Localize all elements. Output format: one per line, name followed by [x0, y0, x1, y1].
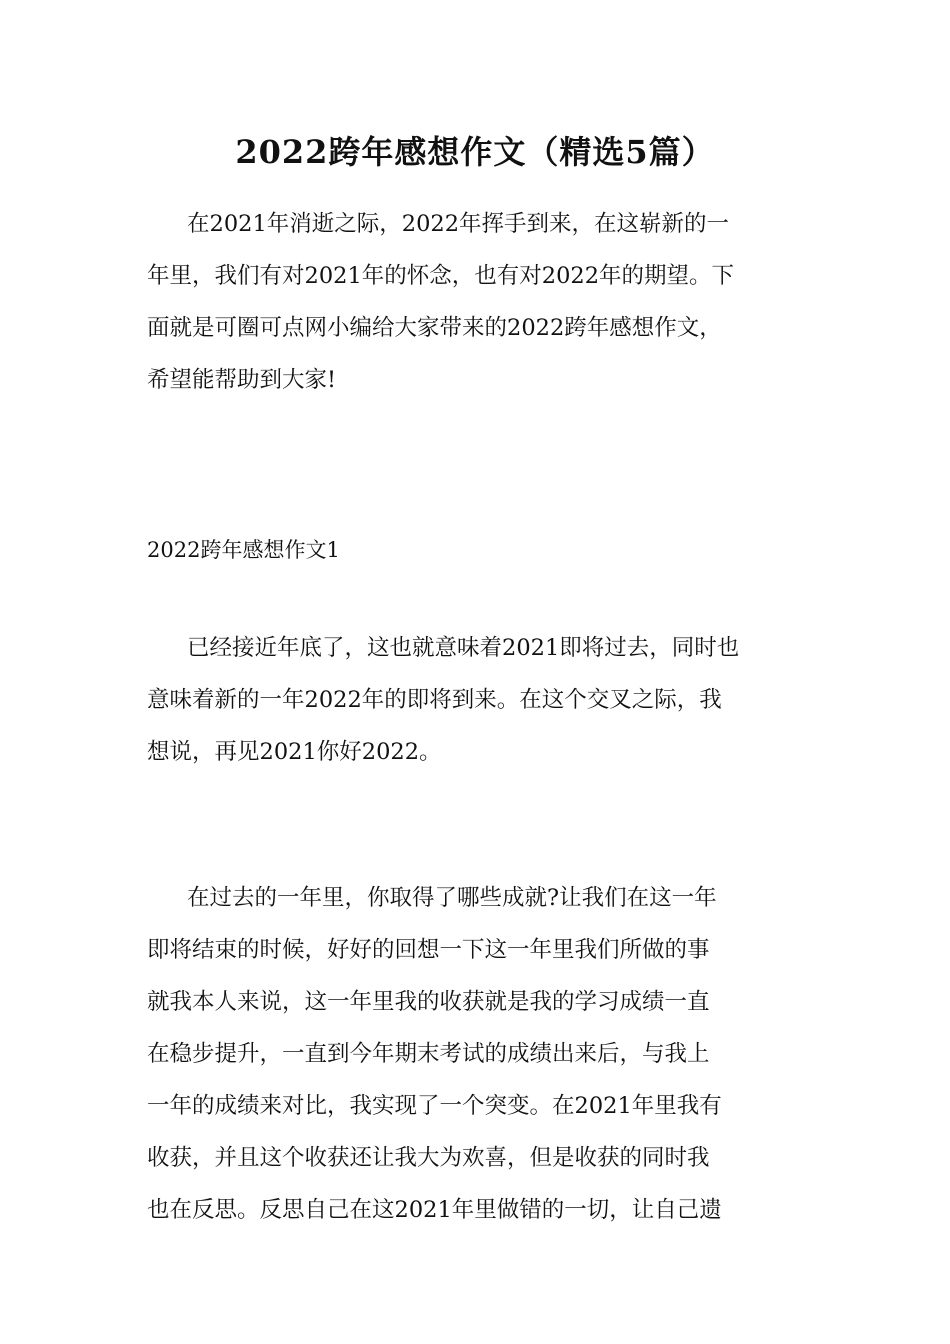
section-heading: 2022跨年感想作文1: [147, 538, 340, 562]
paragraph-line: 意味着新的一年2022年的即将到来。在这个交叉之际，我: [147, 687, 722, 713]
paragraph-line: 也在反思。反思自己在这2021年里做错的一切，让自己遗: [147, 1197, 722, 1223]
paragraph-line: 就我本人来说，这一年里我的收获就是我的学习成绩一直: [147, 989, 710, 1015]
intro-line: 面就是可圈可点网小编给大家带来的2022跨年感想作文，: [147, 315, 722, 341]
intro-paragraph: [147, 198, 807, 406]
paragraph-line: 想说，再见2021你好2022。: [147, 739, 442, 765]
intro-line: 在2021年消逝之际，2022年挥手到来，在这崭新的一: [187, 211, 730, 237]
paragraph-line: 在稳步提升，一直到今年期末考试的成绩出来后，与我上: [147, 1041, 710, 1067]
paragraph-line: 收获，并且这个收获还让我大为欢喜，但是收获的同时我: [147, 1145, 710, 1171]
paragraph-line: 已经接近年底了，这也就意味着2021即将过去，同时也: [187, 635, 740, 661]
paragraph-line: 在过去的一年里，你取得了哪些成就?让我们在这一年: [187, 885, 717, 911]
intro-line: 年里，我们有对2021年的怀念，也有对2022年的期望。下: [147, 263, 735, 289]
body-paragraph-1: [147, 622, 807, 778]
paragraph-line: 一年的成绩来对比，我实现了一个突变。在2021年里我有: [147, 1093, 722, 1119]
body-paragraph-2: [147, 872, 807, 1236]
document-title: 2022跨年感想作文（精选5篇）: [235, 133, 715, 171]
intro-line: 希望能帮助到大家!: [147, 367, 337, 393]
paragraph-line: 即将结束的时候，好好的回想一下这一年里我们所做的事: [147, 937, 710, 963]
